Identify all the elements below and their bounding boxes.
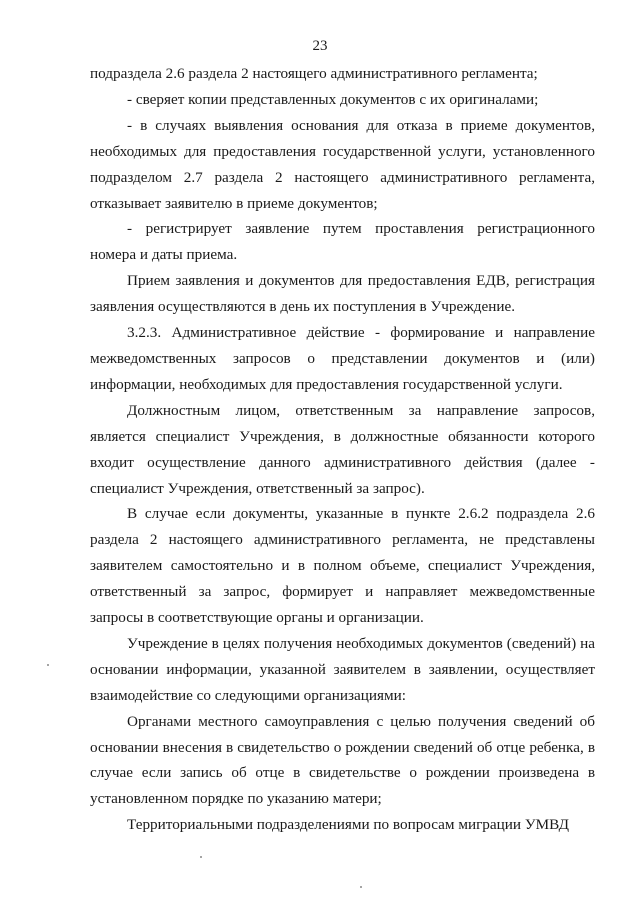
list-item-register: - регистрирует заявление путем проставления регистрационного номера и даты приема. xyxy=(90,220,595,264)
paragraph-continuation: подраздела 2.6 раздела 2 настоящего административного регламента; xyxy=(90,65,538,82)
page-number: 23 xyxy=(312,38,328,54)
paragraph-local-authorities: Органами местного самоуправления с целью получения сведений об основании внесения в свидетельство о рождении сведений об отце ребенка, в случае если запись об отце в свидетельстве о рождении произведена в установленном порядке по указанию матери; xyxy=(90,712,595,808)
paragraph-migration-units: Территориальными подразделениями по вопросам миграции УМВД xyxy=(127,816,569,834)
paragraph-reception: Прием заявления и документов для предоставления ЕДВ, регистрация заявления осуществляются в день их поступления в Учреждение. xyxy=(90,272,595,316)
scan-speck xyxy=(200,856,202,858)
paragraph-section-3-2-3: 3.2.3. Административное действие - формирование и направление межведомственных запросов о представлении документов и (или) информации, необходимых для предоставления государственной услуги. xyxy=(90,324,595,393)
document-body xyxy=(90,61,595,838)
scan-speck xyxy=(47,664,49,666)
list-item-verify-copies: - сверяет копии представленных документов с их оригиналами; xyxy=(127,90,539,108)
paragraph-interagency-requests: В случае если документы, указанные в пункте 2.6.2 подраздела 2.6 раздела 2 настоящего административного регламента, не представлены заявителем самостоятельно и в полном объеме, специалист Учреждения, ответственный за запрос, формирует и направляет межведомственные запросы в соответствующие органы и организации. xyxy=(90,505,595,627)
scan-speck xyxy=(360,886,362,888)
paragraph-responsible-official: Должностным лицом, ответственным за направление запросов, является специалист Учреждения, в должностные обязанности которого входит осуществление данного административного действия (далее - специалист Учреждения, ответственный за запрос). xyxy=(90,401,595,497)
paragraph-interaction: Учреждение в целях получения необходимых документов (сведений) на основании информации, указанной заявителем в заявлении, осуществляет взаимодействие со следующими организациями: xyxy=(90,634,595,704)
list-item-refusal: - в случаях выявления основания для отказа в приеме документов, необходимых для предоставления государственной услуги, установленного подразделом 2.7 раздела 2 настоящего административного регламента, отказывает заявителю в приеме документов; xyxy=(90,116,595,212)
